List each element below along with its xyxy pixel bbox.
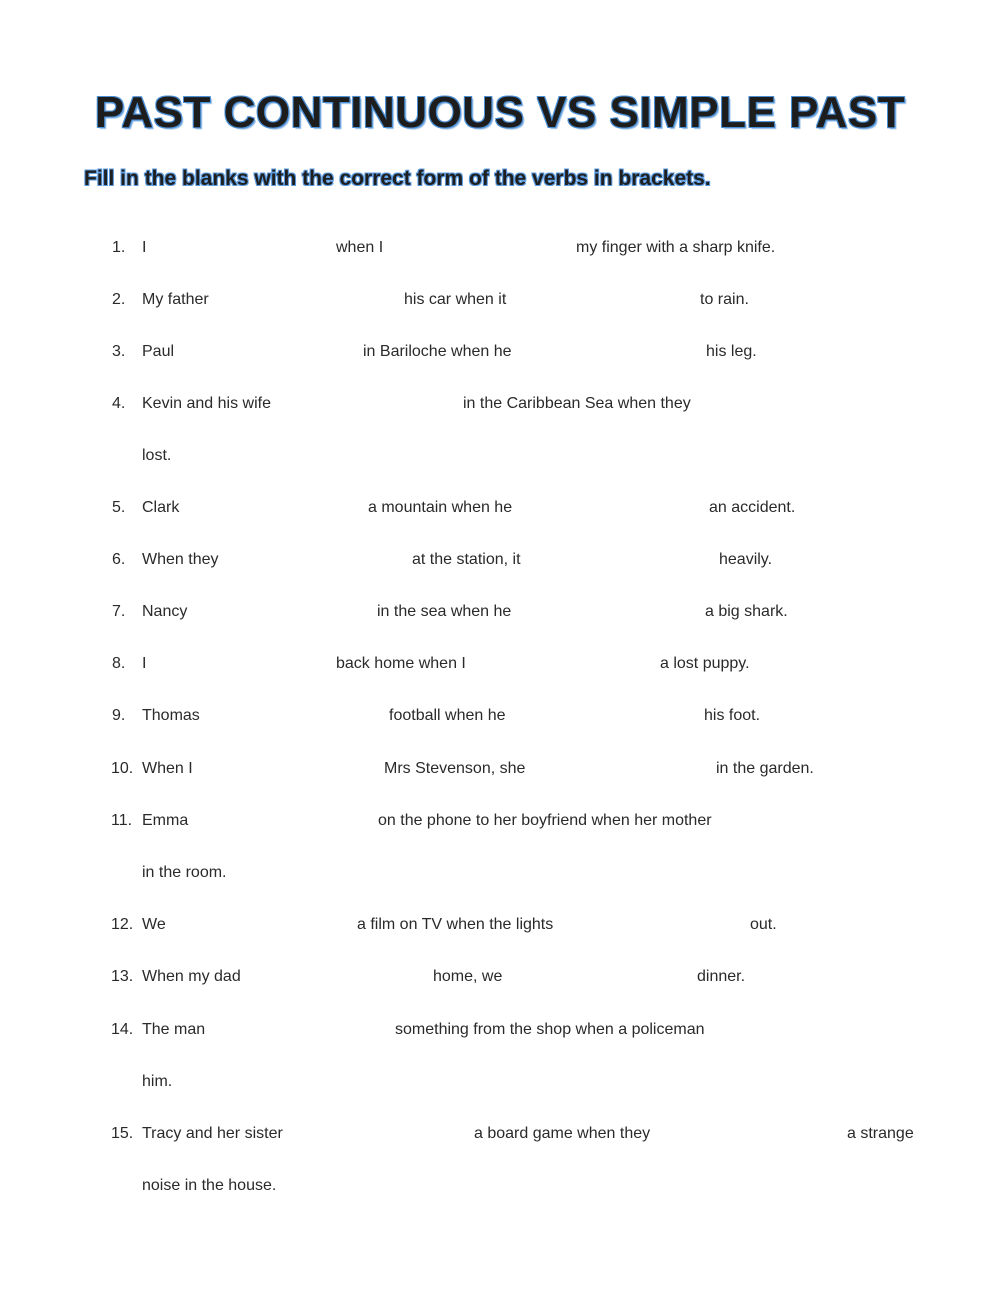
sentence-fragment: when I bbox=[336, 239, 384, 256]
sentence-fragment: his car when it bbox=[404, 291, 507, 308]
sentence-fragment: Nancy bbox=[142, 603, 188, 620]
exercise-item-8 bbox=[0, 654, 1000, 674]
exercise-item-1 bbox=[0, 238, 1000, 258]
exercise-item-4 bbox=[0, 394, 1000, 414]
sentence-fragment: at the station, it bbox=[412, 551, 521, 568]
exercise-item-5 bbox=[0, 498, 1000, 518]
sentence-fragment: a strange bbox=[847, 1125, 914, 1142]
sentence-fragment: The man bbox=[142, 1021, 206, 1038]
sentence-continuation: lost. bbox=[142, 447, 172, 464]
sentence-fragment: Mrs Stevenson, she bbox=[384, 760, 526, 777]
sentence-continuation: him. bbox=[142, 1073, 173, 1090]
item-number: 8. bbox=[112, 655, 126, 672]
sentence-fragment: dinner. bbox=[697, 968, 746, 985]
exercise-item-6 bbox=[0, 550, 1000, 570]
exercise-item-14 bbox=[0, 1020, 1000, 1040]
sentence-fragment: Kevin and his wife bbox=[142, 395, 271, 412]
sentence-fragment: When I bbox=[142, 760, 193, 777]
exercise-item-10 bbox=[0, 759, 1000, 779]
item-number: 5. bbox=[112, 499, 126, 516]
item-number: 2. bbox=[112, 291, 126, 308]
sentence-fragment: Emma bbox=[142, 812, 189, 829]
sentence-fragment: We bbox=[142, 916, 166, 933]
item-number: 7. bbox=[112, 603, 126, 620]
sentence-fragment: home, we bbox=[433, 968, 503, 985]
sentence-fragment: in the garden. bbox=[716, 760, 814, 777]
exercise-item-13 bbox=[0, 967, 1000, 987]
exercise-item-9 bbox=[0, 706, 1000, 726]
sentence-fragment: to rain. bbox=[700, 291, 749, 308]
sentence-fragment: Paul bbox=[142, 343, 175, 360]
item-number: 4. bbox=[112, 395, 126, 412]
sentence-fragment: heavily. bbox=[719, 551, 773, 568]
sentence-fragment: an accident. bbox=[709, 499, 796, 516]
item-number: 13. bbox=[111, 968, 134, 985]
worksheet-instructions: Fill in the blanks with the correct form of the verbs in brackets. bbox=[84, 167, 711, 190]
sentence-fragment: in the Caribbean Sea when they bbox=[463, 395, 691, 412]
sentence-continuation: noise in the house. bbox=[142, 1177, 277, 1194]
sentence-fragment: Tracy and her sister bbox=[142, 1125, 283, 1142]
item-number: 3. bbox=[112, 343, 126, 360]
sentence-fragment: back home when I bbox=[336, 655, 466, 672]
sentence-fragment: a lost puppy. bbox=[660, 655, 750, 672]
item-number: 10. bbox=[111, 760, 134, 777]
exercise-item-3 bbox=[0, 342, 1000, 362]
item-number: 12. bbox=[111, 916, 134, 933]
exercise-item-7 bbox=[0, 602, 1000, 622]
exercise-item-2 bbox=[0, 290, 1000, 310]
sentence-continuation: in the room. bbox=[142, 864, 227, 881]
sentence-fragment: in Bariloche when he bbox=[363, 343, 512, 360]
item-number: 15. bbox=[111, 1125, 134, 1142]
sentence-fragment: his leg. bbox=[706, 343, 757, 360]
item-number: 1. bbox=[112, 239, 126, 256]
exercise-item-12 bbox=[0, 915, 1000, 935]
exercise-item-15 bbox=[0, 1124, 1000, 1144]
sentence-fragment: Clark bbox=[142, 499, 180, 516]
sentence-fragment: a big shark. bbox=[705, 603, 788, 620]
exercise-item-11 bbox=[0, 811, 1000, 831]
item-number: 14. bbox=[111, 1021, 134, 1038]
sentence-fragment: his foot. bbox=[704, 707, 761, 724]
sentence-fragment: I bbox=[142, 239, 147, 256]
sentence-fragment: a board game when they bbox=[474, 1125, 651, 1142]
sentence-fragment: in the sea when he bbox=[377, 603, 512, 620]
sentence-fragment: football when he bbox=[389, 707, 506, 724]
sentence-fragment: on the phone to her boyfriend when her mother bbox=[378, 812, 712, 829]
sentence-fragment: my finger with a sharp knife. bbox=[576, 239, 776, 256]
worksheet-title: PAST CONTINUOUS VS SIMPLE PAST bbox=[94, 88, 906, 137]
sentence-fragment: I bbox=[142, 655, 147, 672]
sentence-fragment: When they bbox=[142, 551, 219, 568]
sentence-fragment: Thomas bbox=[142, 707, 200, 724]
sentence-fragment: a film on TV when the lights bbox=[357, 916, 554, 933]
sentence-fragment: something from the shop when a policeman bbox=[395, 1021, 705, 1038]
sentence-fragment: a mountain when he bbox=[368, 499, 513, 516]
item-number: 9. bbox=[112, 707, 126, 724]
sentence-fragment: out. bbox=[750, 916, 777, 933]
item-number: 11. bbox=[111, 812, 133, 829]
sentence-fragment: My father bbox=[142, 291, 209, 308]
item-number: 6. bbox=[112, 551, 126, 568]
sentence-fragment: When my dad bbox=[142, 968, 241, 985]
